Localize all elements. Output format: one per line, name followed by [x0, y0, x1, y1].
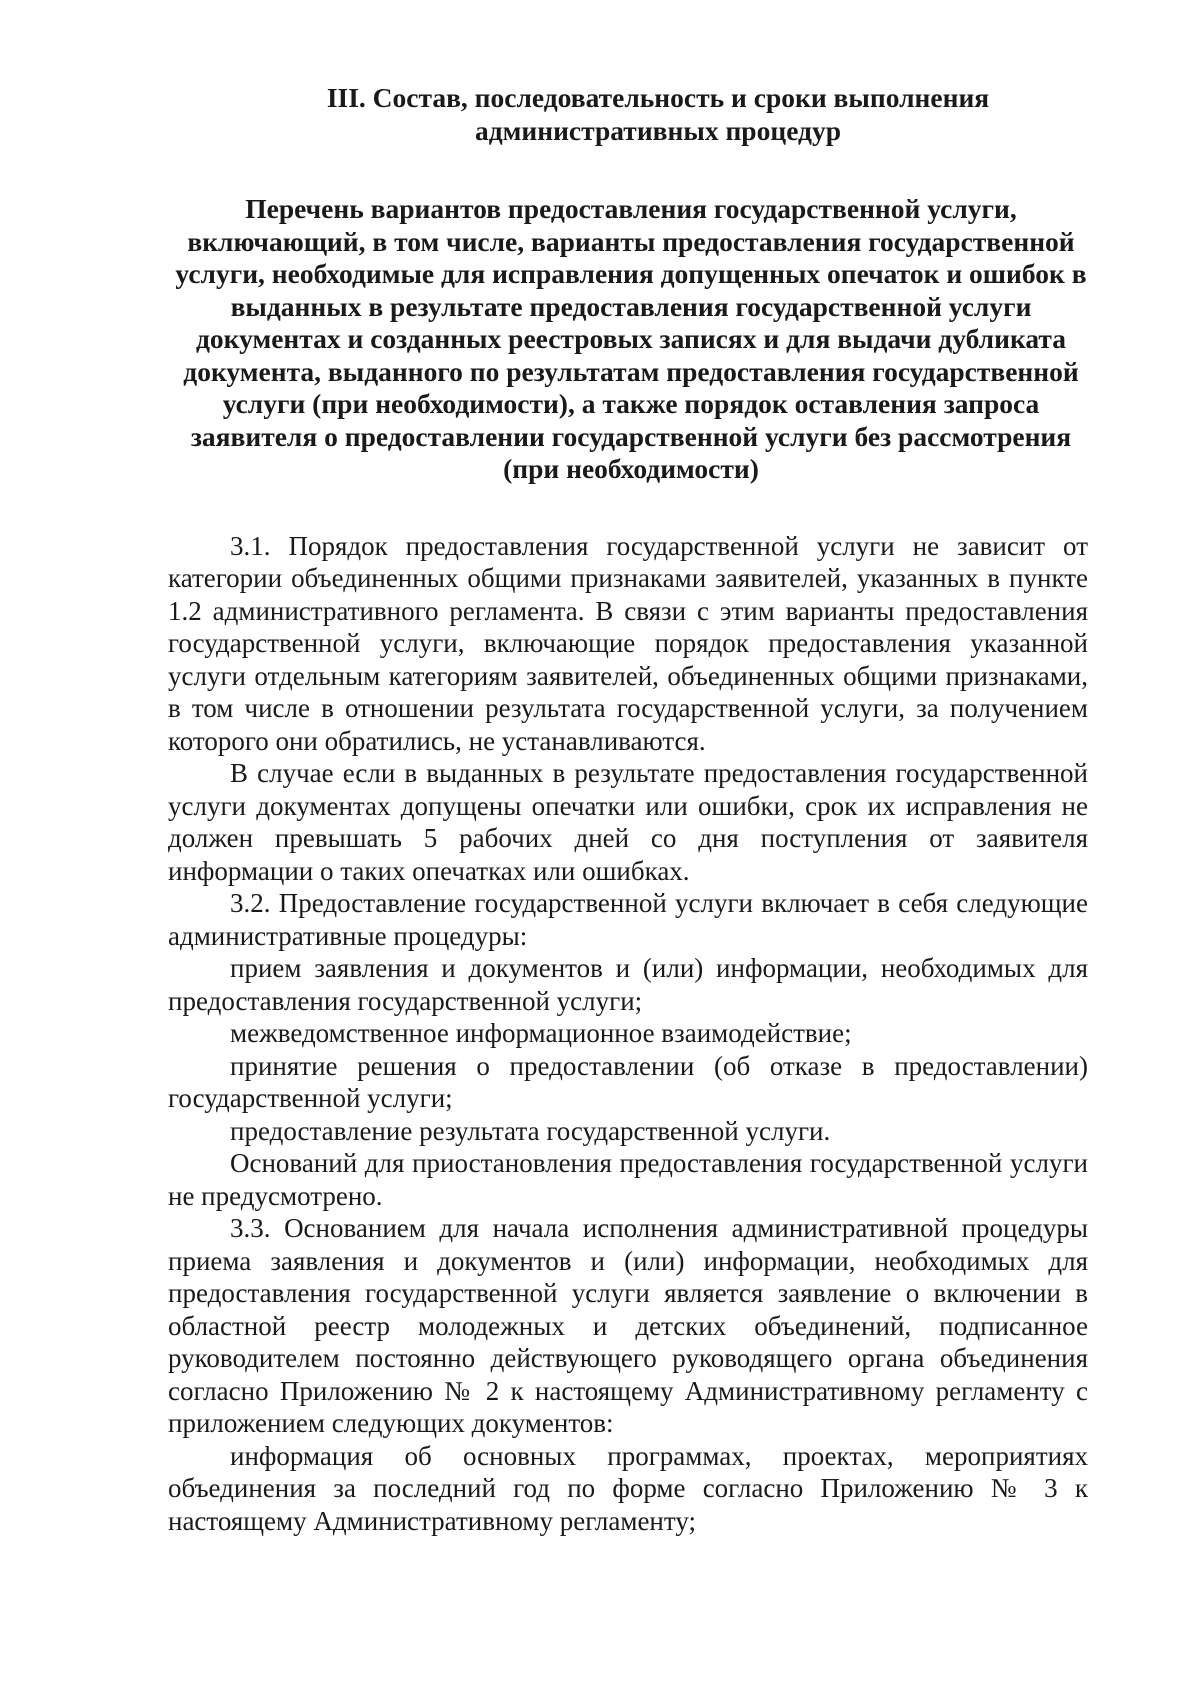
paragraph-errors-correction: В случае если в выданных в результате предоставления государственной услуги документах допущены опечатки или ошибки, срок их исправления не должен превышать 5 рабочих дней со дня поступления от заявителя информации о таких опечатках или ошибках. — [168, 758, 1088, 886]
document-item-programs-info: информация об основных программах, проектах, мероприятиях объединения за последний год по форме согласно Приложению № 3 к настоящему Административному регламенту; — [168, 1440, 1088, 1536]
paragraph-3-2: 3.2. Предоставление государственной услуги включает в себя следующие административные процедуры: — [168, 888, 1088, 951]
paragraph-no-suspension: Оснований для приостановления предоставления государственной услуги не предусмотрено. — [168, 1148, 1088, 1211]
procedure-item-reception: прием заявления и документов и (или) информации, необходимых для предоставления государственной услуги; — [168, 953, 1088, 1016]
procedure-item-interagency: межведомственное информационное взаимодействие; — [230, 1018, 852, 1048]
paragraph-3-1: 3.1. Порядок предоставления государственной услуги не зависит от категории объединенных общими признаками заявителей, указанных в пункте 1.2 административного регламента. В связи с этим варианты предоставления государственной услуги, включающие порядок предоставления указанной услуги отдельным категориям заявителей, объединенных общими признаками, в том числе в отношении результата государственной услуги, за получением которого они обратились, не устанавливаются. — [168, 530, 1088, 756]
paragraph-3-3: 3.3. Основанием для начала исполнения административной процедуры приема заявления и документов и (или) информации, необходимых для предоставления государственной услуги является заявление о включении в областной реестр молодежных и детских объединений, подписанное руководителем постоянно действующего руководящего органа объединения согласно Приложению № 2 к настоящему Административному регламенту с приложением следующих документов: — [168, 1213, 1088, 1438]
section-heading: III. Состав, последовательность и сроки выполнения административных процедур — [326, 82, 990, 146]
sub-heading: Перечень вариантов предоставления государственной услуги, включающий, в том числе, варианты предоставления государственной услуги, необходимые для исправления допущенных опечаток и ошибок в выданных в результате предоставления государственной услуги документах и созданных реестровых записях и для выдачи дубликата документа, выданного по результатам предоставления государственной услуги (при необходимости), а также порядок оставления запроса заявителя о предоставлении государственной услуги без рассмотрения (при необходимости) — [175, 193, 1087, 484]
procedure-item-decision: принятие решения о предоставлении (об отказе в предоставлении) государственной услуги; — [168, 1050, 1088, 1113]
procedure-item-result: предоставление результата государственной услуги. — [230, 1115, 831, 1146]
